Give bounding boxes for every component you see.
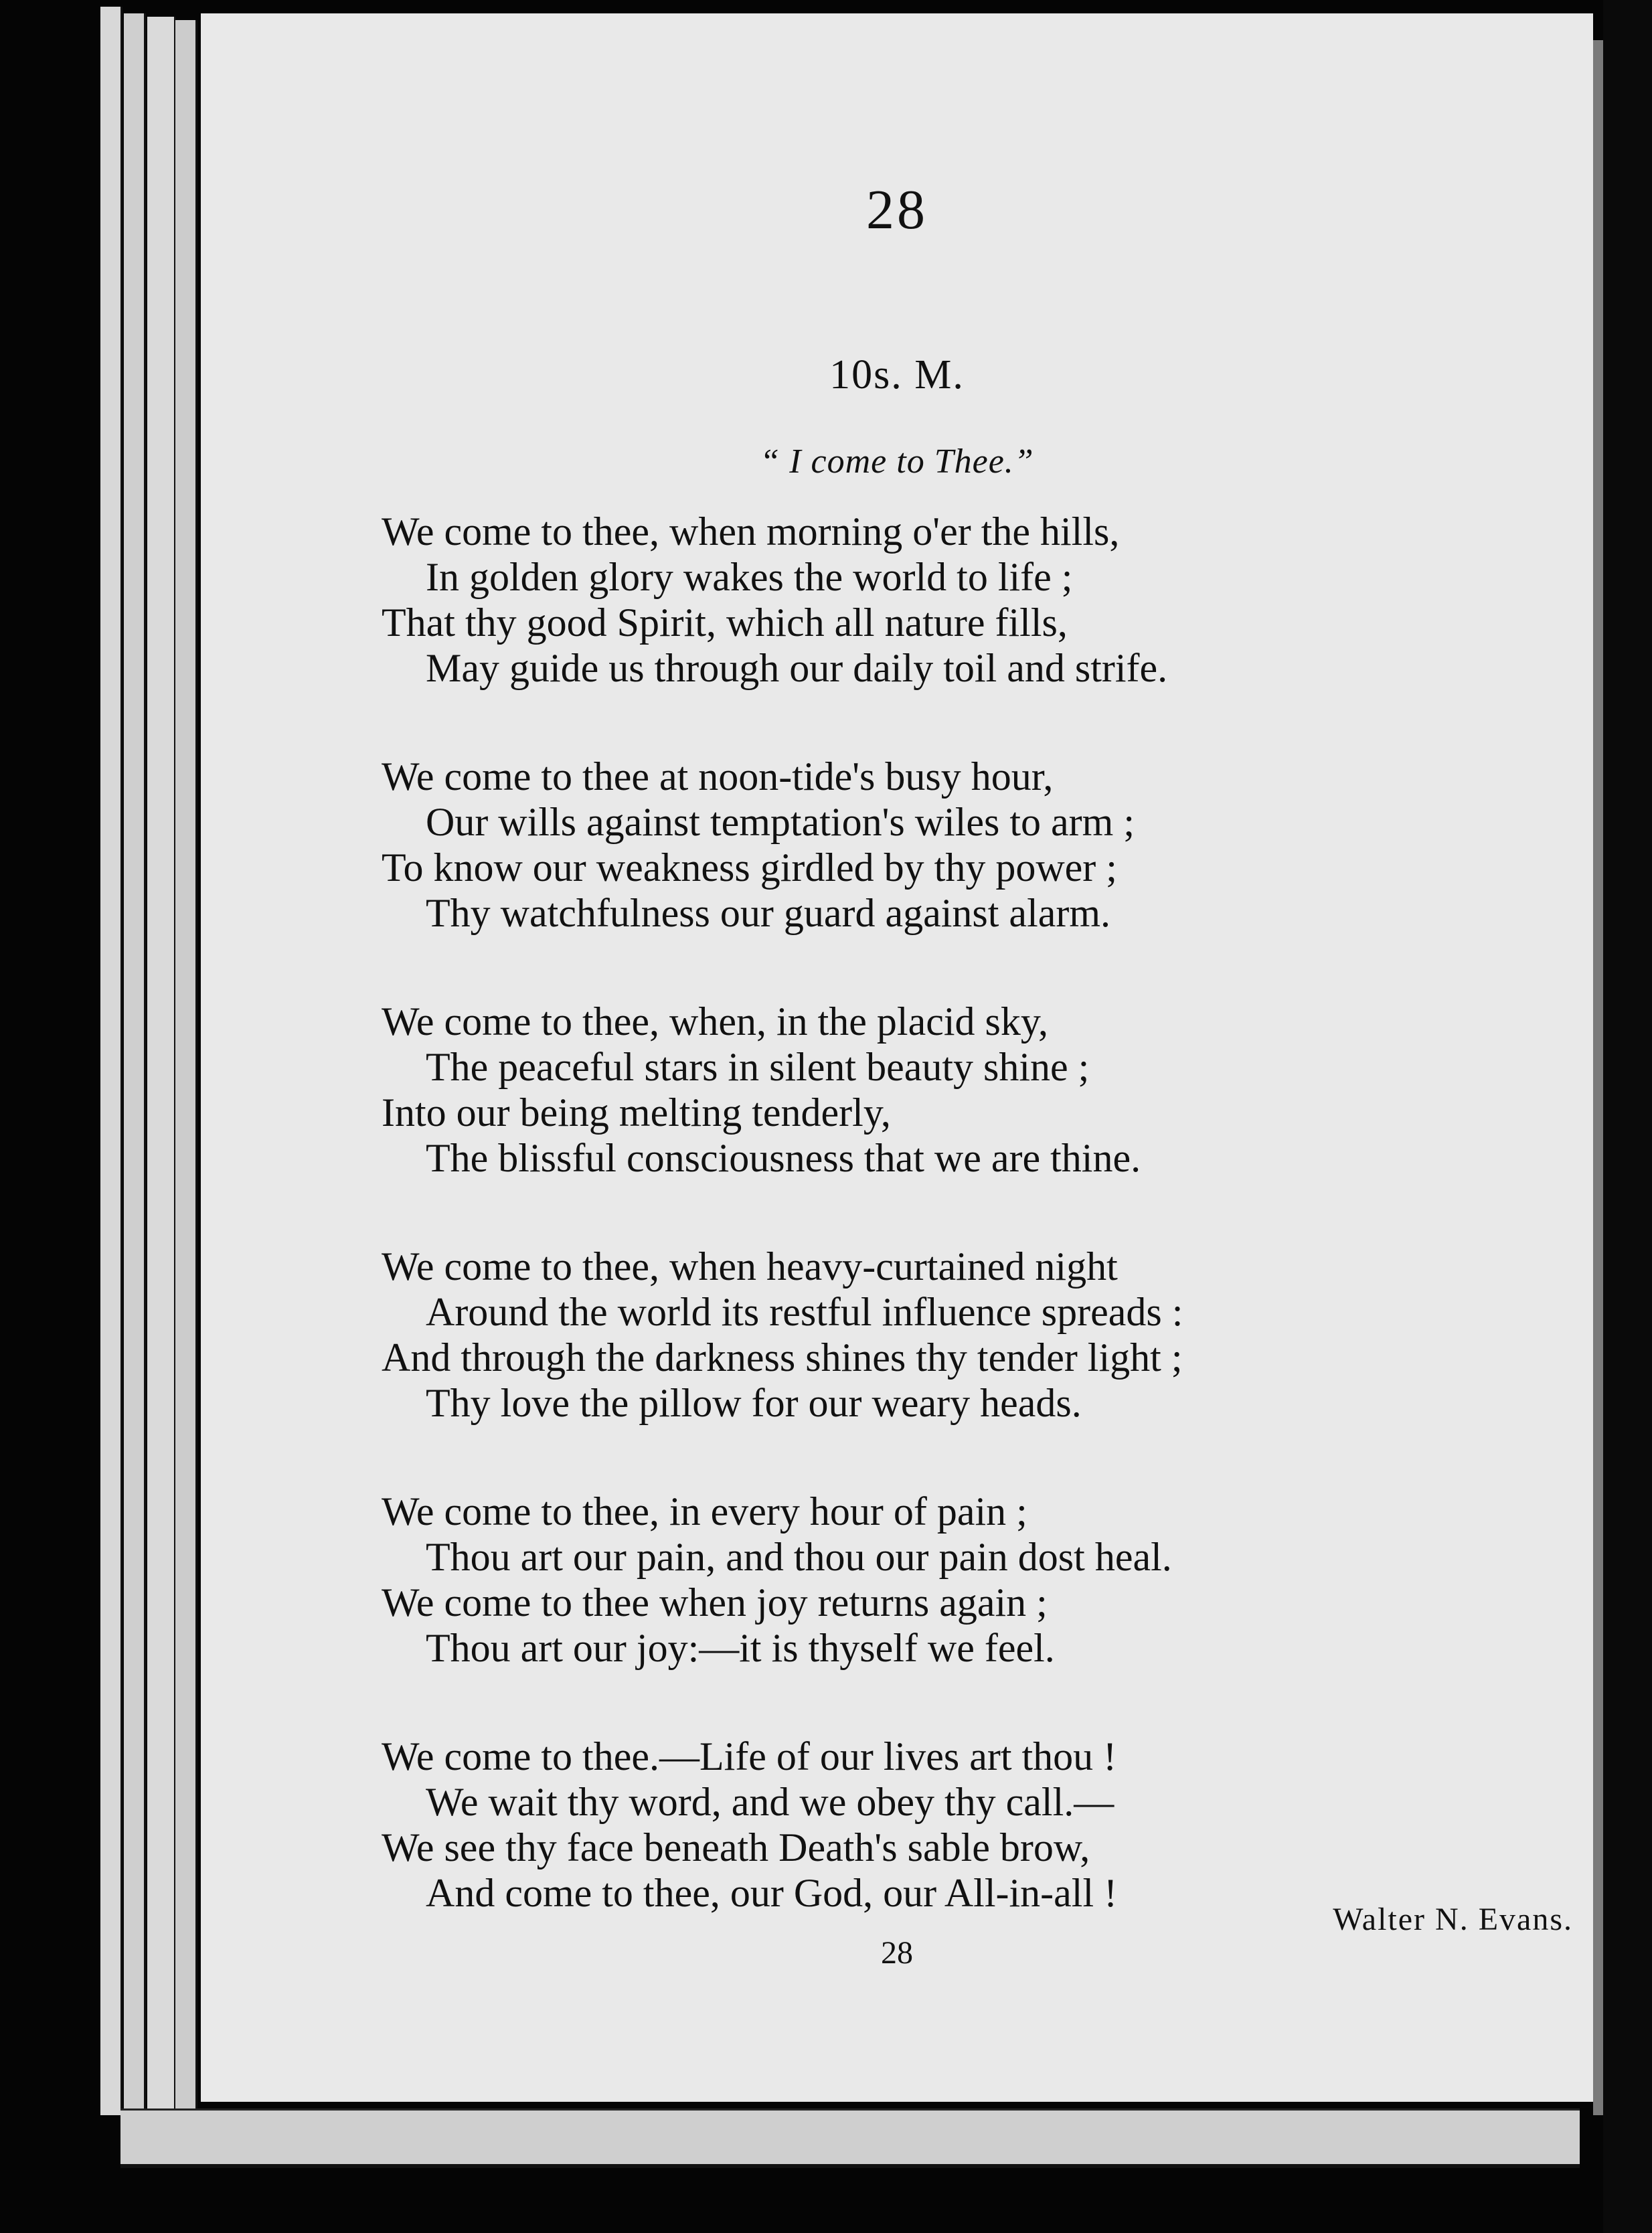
page-edge <box>147 17 176 2119</box>
poem-line: Thy watchfulness our guard against alarm. <box>426 891 1111 935</box>
poem-line: We come to thee, in every hour of pain ; <box>382 1489 1027 1534</box>
poem-line: We come to thee when joy returns again ; <box>382 1580 1048 1625</box>
poem-line: To know our weakness girdled by thy power ; <box>382 845 1117 890</box>
scan-right-border <box>1603 0 1652 2233</box>
stanza-4 <box>382 1244 1586 1426</box>
hymn-meter: 10s. M. <box>829 352 965 398</box>
poem-line: Into our being melting tenderly, <box>382 1090 891 1135</box>
page-number-bottom: 28 <box>881 1935 913 1971</box>
poem-line: That thy good Spirit, which all nature fills, <box>382 600 1068 645</box>
poem-line: We wait thy word, and we obey thy call.— <box>426 1780 1114 1824</box>
stanza-1 <box>382 509 1586 691</box>
poem-line: May guide us through our daily toil and strife. <box>426 646 1168 690</box>
poem-line: We come to thee, when, in the placid sky, <box>382 999 1048 1044</box>
page-edge <box>124 13 146 2119</box>
hymn-subtitle: “ I come to Thee.” <box>760 442 1034 481</box>
stanza-2 <box>382 754 1586 936</box>
page-number-top: 28 <box>866 179 928 241</box>
stanza-3 <box>382 999 1586 1181</box>
poem-line: We see thy face beneath Death's sable brow, <box>382 1825 1090 1870</box>
stanza-5 <box>382 1489 1586 1671</box>
poem-line: Thou art our pain, and thou our pain dost heal. <box>426 1535 1172 1579</box>
page-edge <box>100 7 122 2115</box>
poem-line: The blissful consciousness that we are thine. <box>426 1136 1141 1180</box>
poem-line: And come to thee, our God, our All-in-all ! <box>426 1871 1118 1915</box>
poem-line: In golden glory wakes the world to life ; <box>426 555 1073 599</box>
page-edge <box>175 20 197 2115</box>
stanza-6 <box>382 1734 1586 1916</box>
page-bottom-edge <box>120 2108 1580 2168</box>
poem-line: Our wills against temptation's wiles to arm ; <box>426 800 1135 844</box>
poem-line: The peaceful stars in silent beauty shine ; <box>426 1045 1090 1089</box>
poem-line: We come to thee, when morning o'er the hills, <box>382 509 1120 554</box>
author-attribution: Walter N. Evans. <box>1333 1902 1573 1937</box>
poem-line: And through the darkness shines thy tender light ; <box>382 1335 1183 1380</box>
poem-line: Thy love the pillow for our weary heads. <box>426 1381 1082 1425</box>
poem-line: We come to thee.—Life of our lives art thou ! <box>382 1734 1117 1779</box>
poem-line: Around the world its restful influence spreads : <box>426 1290 1183 1334</box>
poem-line: Thou art our joy:—it is thyself we feel. <box>426 1626 1055 1670</box>
book-page <box>201 13 1593 2102</box>
poem <box>382 509 1586 1979</box>
poem-line: We come to thee, when heavy-curtained night <box>382 1244 1118 1289</box>
poem-line: We come to thee at noon-tide's busy hour, <box>382 754 1054 799</box>
